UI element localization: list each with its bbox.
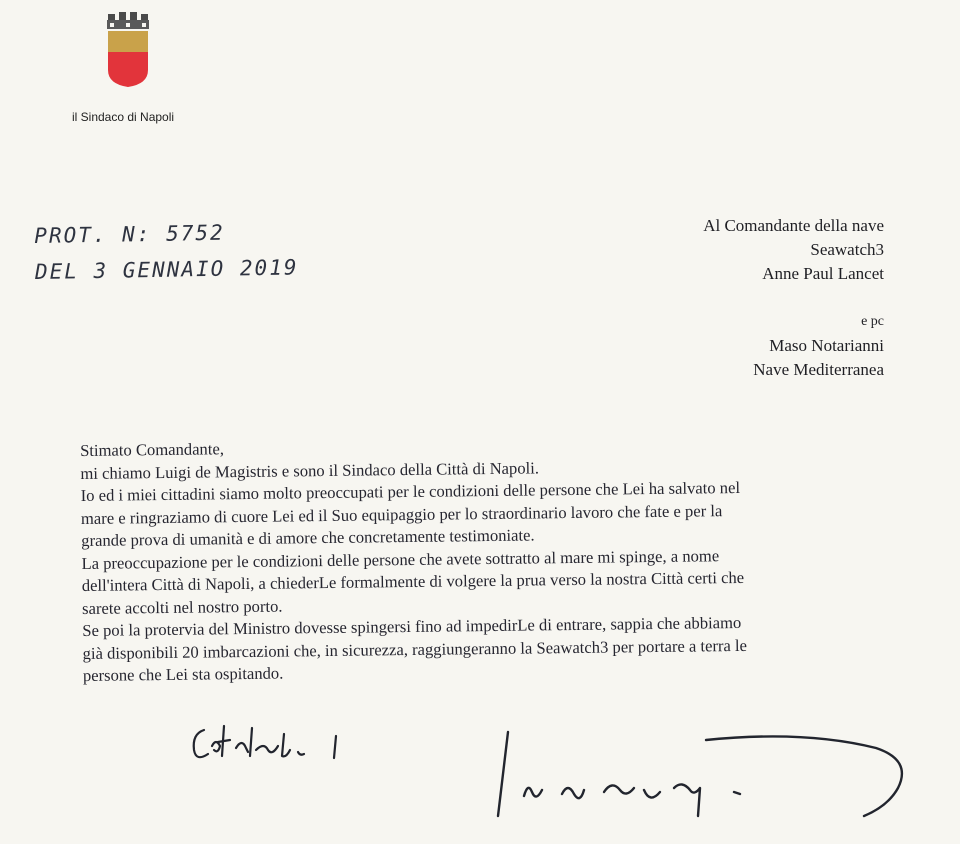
- recipient-line: Anne Paul Lancet: [762, 264, 884, 283]
- body-line: grande prova di umanità e di amore che concretamente testimoniate.: [81, 525, 535, 550]
- body-line: sarete accolti nel nostro porto.: [81, 596, 283, 618]
- body-line: Se poi la protervia del Ministro dovesse spingersi fino ad impedirLe di entrare, sappia che abbiamo: [82, 612, 742, 640]
- body-line: mi chiamo Luigi de Magistris e sono il Sindaco della Città di Napoli.: [80, 457, 540, 483]
- protocol-stamp: [34, 213, 299, 290]
- body-line: mare e ringraziamo di cuore Lei ed il Suo equipaggio per lo straordinario lavoro che fate e per la: [80, 500, 723, 528]
- protocol-number: PROT. N: 5752: [34, 220, 225, 248]
- closing-handwriting: [186, 716, 356, 776]
- recipient-line: Al Comandante della nave: [703, 216, 884, 235]
- body-line: La preoccupazione per le condizioni delle persone che avete sottratto al mare mi spinge, a nome: [81, 545, 720, 573]
- body-line: dell'intera Città di Napoli, a chiederLe formalmente di volgere la prua verso la nostra Città certi che: [81, 567, 745, 595]
- body-line: persone che Lei sta ospitando.: [82, 663, 284, 685]
- body-line: Stimato Comandante,: [80, 439, 225, 460]
- letter-body: [80, 430, 903, 687]
- mayor-signature: [484, 718, 914, 828]
- cc-label: e pc: [861, 314, 884, 329]
- body-line: Io ed i miei cittadini siamo molto preoccupati per le condizioni delle persone che Lei ha salvato nel: [80, 477, 741, 505]
- cc-line: Maso Notarianni: [769, 336, 884, 355]
- recipient-line: Seawatch3: [810, 240, 884, 259]
- protocol-date: DEL 3 GENNAIO 2019: [34, 255, 299, 284]
- cc-line: Nave Mediterranea: [753, 360, 884, 379]
- recipient-block: [703, 214, 884, 382]
- naples-coat-of-arms-icon: [104, 12, 152, 88]
- org-name: il Sindaco di Napoli: [72, 110, 175, 124]
- body-line: già disponibili 20 imbarcazioni che, in sicurezza, raggiungeranno la Seawatch3 per portare a terra le: [82, 635, 748, 663]
